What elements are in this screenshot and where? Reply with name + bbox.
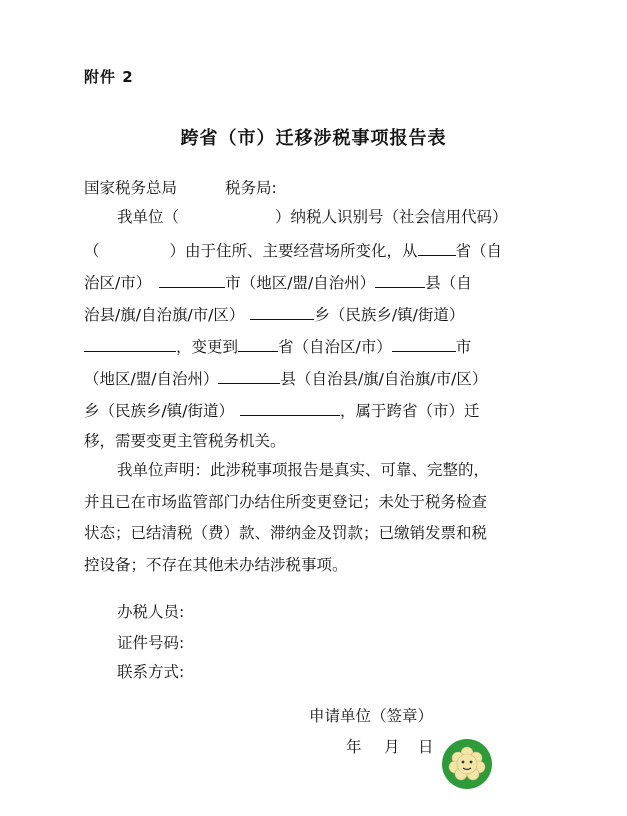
origin-city-blank[interactable]: [159, 271, 225, 288]
date-day-label: 日: [418, 738, 434, 756]
origin-province-blank[interactable]: [418, 239, 456, 256]
origin-township-blank[interactable]: [250, 303, 314, 320]
body-line-3: [84, 271, 472, 291]
body-text: 市: [455, 338, 472, 356]
origin-township-blank-cont[interactable]: [84, 335, 176, 352]
body-text: 县（自治县/旗/自治旗/市/区）: [280, 370, 488, 388]
body-text: 乡（民族乡/镇/街道）: [84, 402, 234, 420]
dest-province-blank[interactable]: [238, 335, 278, 352]
body-text: 省（自治区/市）: [278, 338, 392, 356]
dest-city-blank[interactable]: [392, 335, 456, 352]
body-line-4: [84, 303, 464, 323]
date-month-label: 月: [384, 738, 400, 756]
tax-officer-label: 办税人员:: [117, 603, 185, 621]
body-text: 县（自: [425, 274, 472, 292]
green-circle-badge-icon[interactable]: [441, 738, 493, 790]
body-line-5: [84, 335, 471, 355]
contact-method-label: 联系方式:: [117, 663, 185, 681]
body-line-7: [84, 399, 479, 419]
body-line-1: [117, 207, 514, 227]
date-year-label: 年: [346, 738, 362, 756]
body-text: （: [84, 242, 100, 260]
body-text: ）纳税人识别号（社会信用代码）: [275, 208, 508, 226]
dest-county-blank[interactable]: [218, 367, 280, 384]
body-text: ，变更到: [176, 338, 239, 356]
document-title: 跨省（市）迁移涉税事项报告表: [180, 128, 447, 149]
body-line-2: [84, 239, 502, 259]
origin-county-blank[interactable]: [375, 271, 425, 288]
body-text: 我单位（: [117, 208, 180, 226]
body-text: 治县/旗/自治旗/市/区）: [84, 306, 245, 324]
id-number-label: 证件号码:: [117, 634, 185, 652]
addressee-line: [84, 178, 277, 198]
body-line-6: [84, 367, 487, 387]
body-text: 市（地区/盟/自治州）: [225, 274, 376, 292]
body-text: ，属于跨省（市）迁: [339, 402, 480, 420]
body-text: （地区/盟/自治州）: [84, 370, 219, 388]
declaration-line-3: 状态；已结清税（费）款、滞纳金及罚款；已缴销发票和税: [84, 524, 488, 542]
dest-township-blank[interactable]: [240, 399, 340, 416]
seal-label: 申请单位（签章）: [309, 707, 434, 725]
declaration-line-4: 控设备；不存在其他未办结涉税事项。: [84, 556, 348, 574]
declaration-line-2: 并且已在市场监管部门办结住所变更登记；未处于税务检查: [84, 493, 488, 511]
national-bureau-text: 国家税务总局: [84, 179, 178, 197]
local-bureau-text: 税务局:: [225, 179, 277, 197]
body-text: 治区/市）: [84, 274, 152, 292]
body-line-8: 移，需要变更主管税务机关。: [84, 432, 286, 450]
attachment-label: 附件 2: [84, 68, 134, 86]
body-text: ）由于住所、主要经营场所变化，从: [169, 242, 418, 260]
declaration-line-1: 我单位声明：此涉税事项报告是真实、可靠、完整的，: [117, 461, 490, 479]
body-text: 省（自: [455, 242, 503, 260]
body-text: 乡（民族乡/镇/街道）: [314, 306, 465, 324]
